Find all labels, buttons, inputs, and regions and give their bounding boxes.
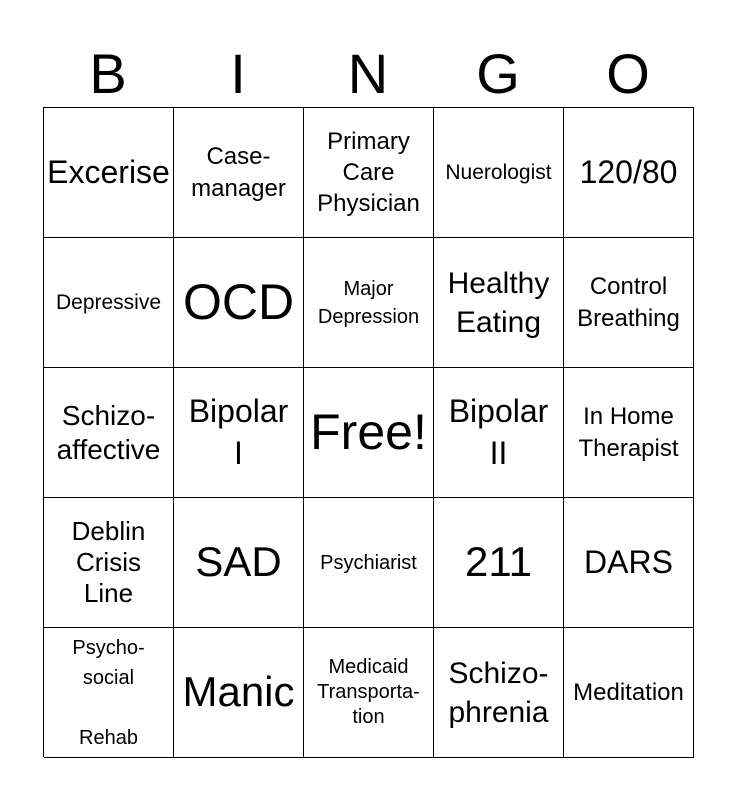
free-space: Free!	[304, 368, 434, 498]
bingo-cell: Bipolar II	[434, 368, 564, 498]
bingo-cell: Nuerologist	[434, 108, 564, 238]
bingo-cell: Bipolar I	[174, 368, 304, 498]
bingo-cell: Primary Care Physician	[304, 108, 434, 238]
bingo-cell: Case- manager	[174, 108, 304, 238]
bingo-cell: Deblin Crisis Line	[44, 498, 174, 628]
bingo-cell: Major Depression	[304, 238, 434, 368]
bingo-header	[43, 40, 693, 108]
header-letter-i: I	[230, 42, 246, 105]
bingo-cell: Excerise	[44, 108, 174, 238]
bingo-cell: Meditation	[564, 628, 694, 758]
bingo-cell: SAD	[174, 498, 304, 628]
bingo-cell: Medicaid Transporta- tion	[304, 628, 434, 758]
bingo-cell: 211	[434, 498, 564, 628]
bingo-cell: In Home Therapist	[564, 368, 694, 498]
header-letter-b: B	[89, 42, 127, 105]
bingo-cell: OCD	[174, 238, 304, 368]
header-letter-o: O	[606, 42, 650, 105]
bingo-cell: Psycho- social Rehab	[44, 628, 174, 758]
bingo-cell: Depressive	[44, 238, 174, 368]
header-letter-n: N	[347, 42, 389, 105]
bingo-board	[43, 107, 694, 757]
bingo-cell: 120/80	[564, 108, 694, 238]
bingo-cell: DARS	[564, 498, 694, 628]
bingo-cell: Healthy Eating	[434, 238, 564, 368]
header-letter-g: G	[476, 42, 520, 105]
bingo-cell: Schizo- affective	[44, 368, 174, 498]
bingo-cell: Control Breathing	[564, 238, 694, 368]
bingo-cell: Manic	[174, 628, 304, 758]
bingo-cell: Schizo- phrenia	[434, 628, 564, 758]
bingo-cell: Psychiarist	[304, 498, 434, 628]
